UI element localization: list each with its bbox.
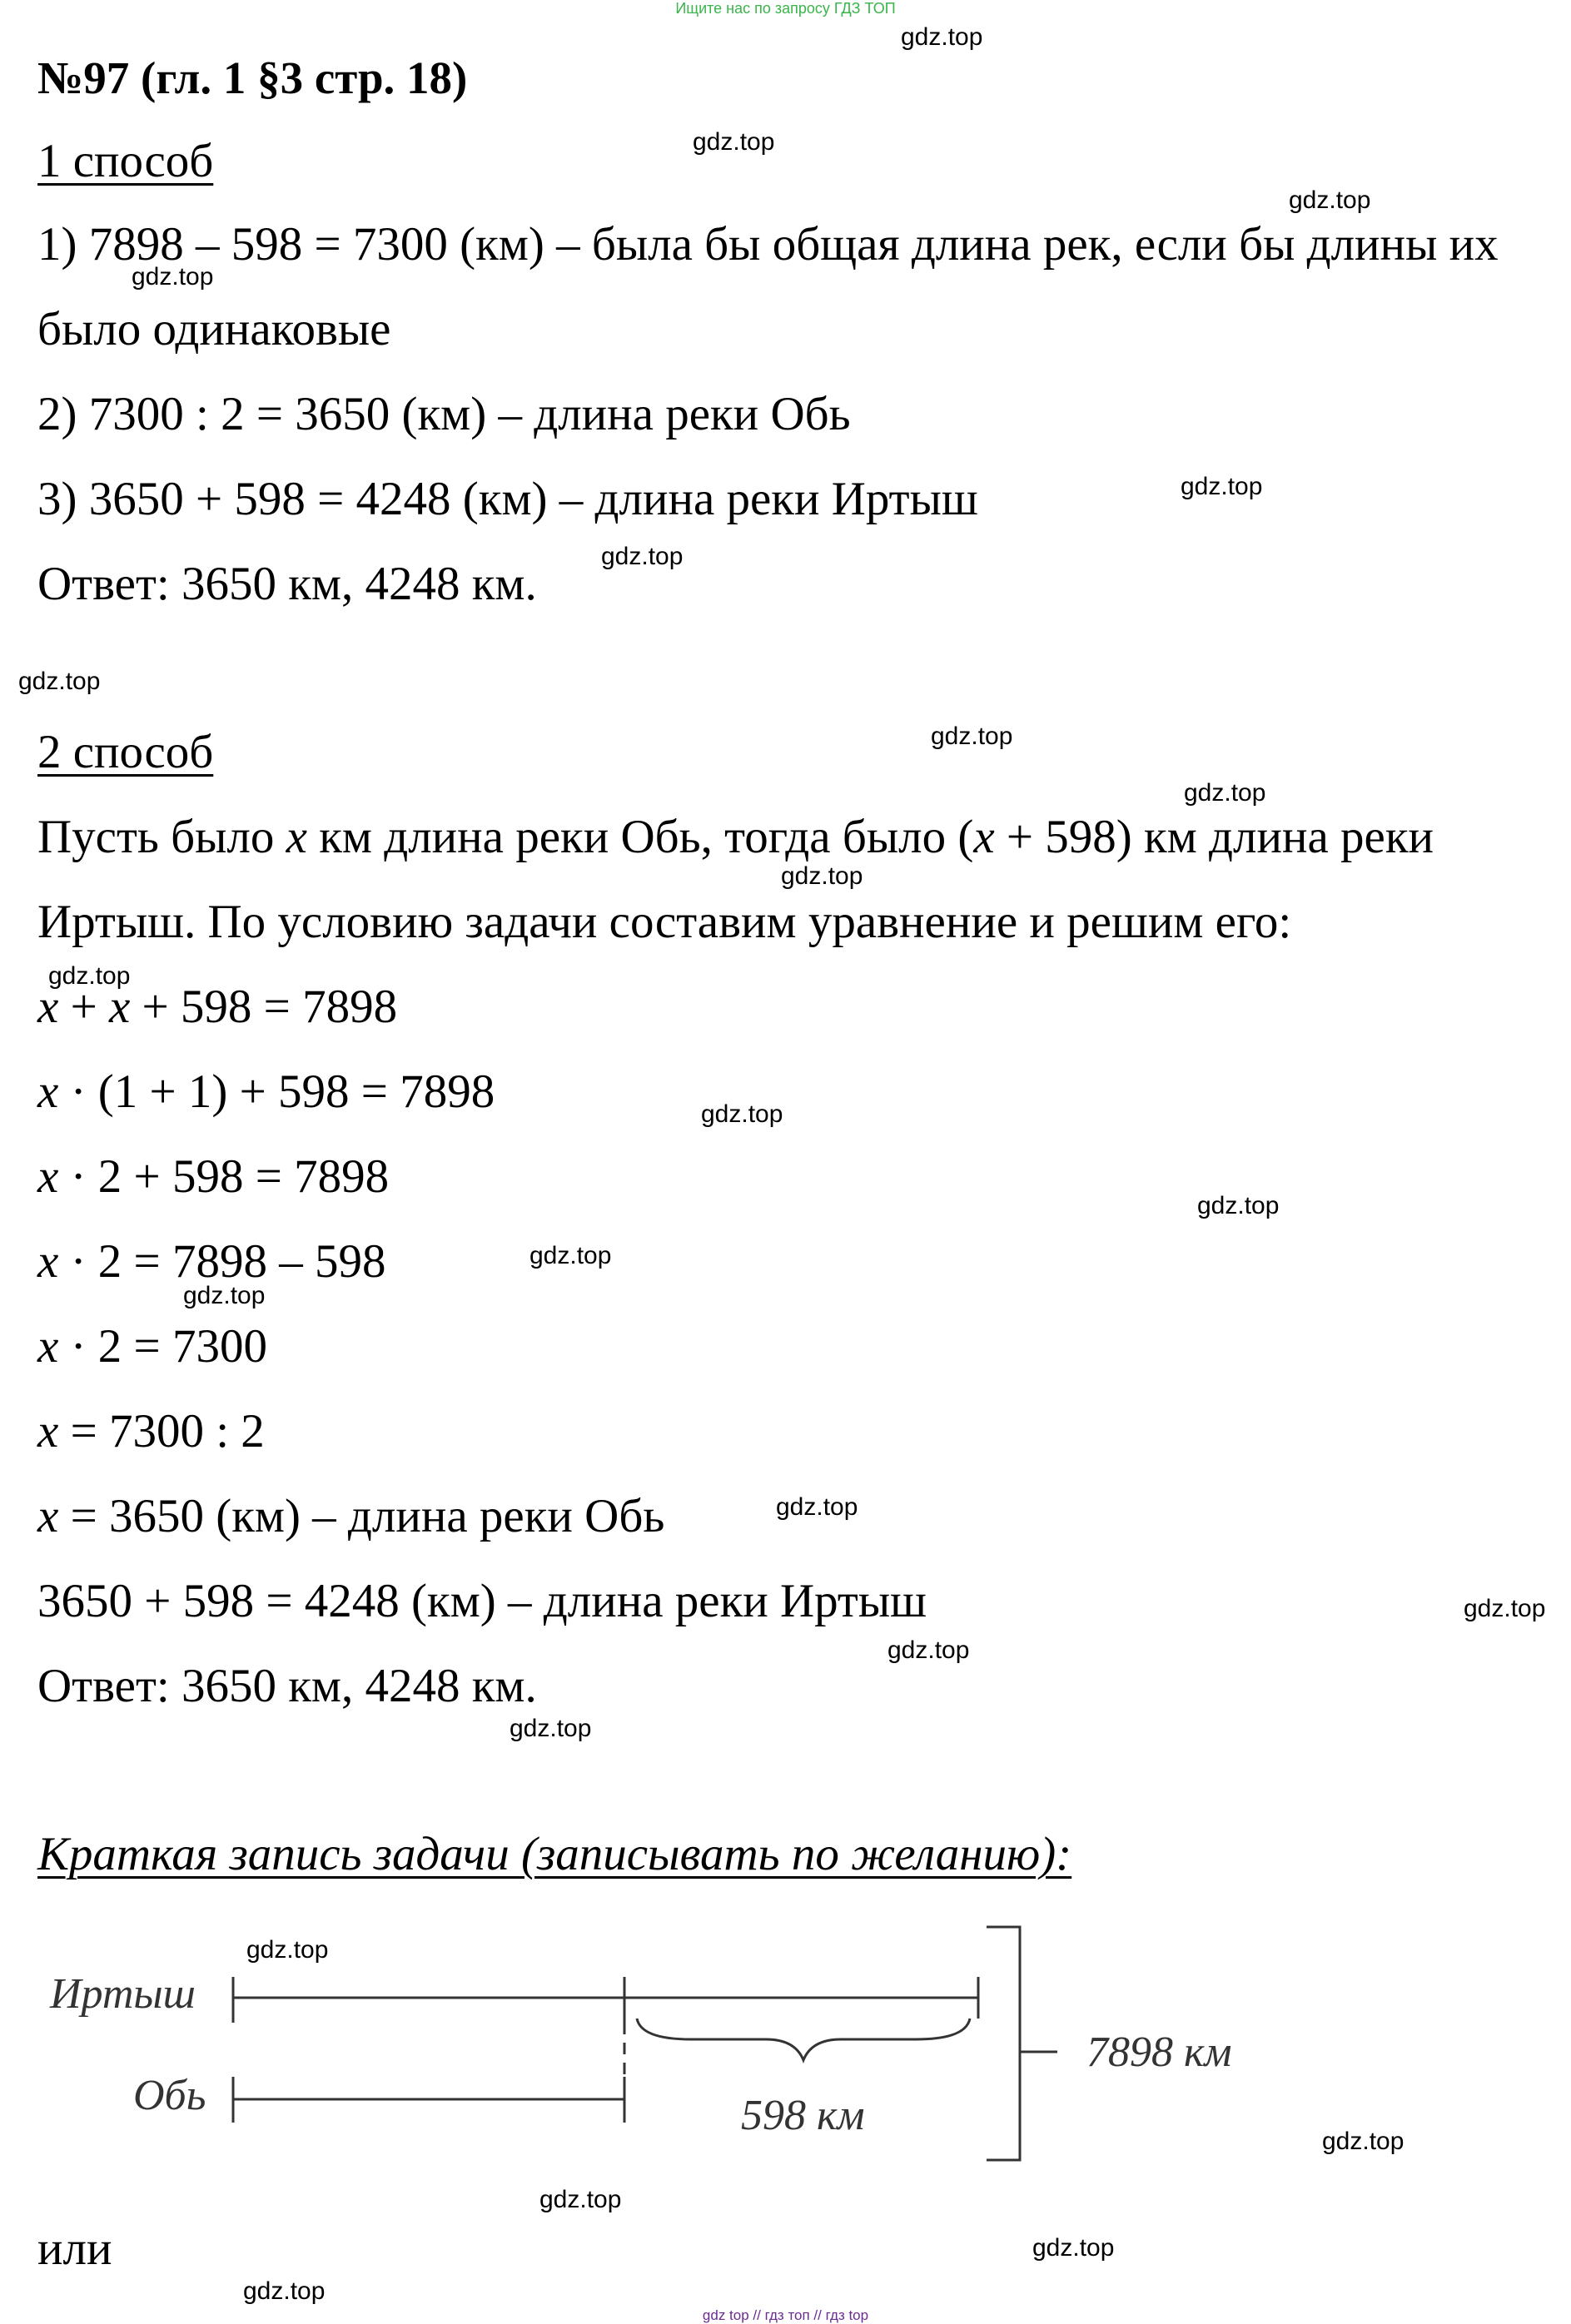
watermark: gdz.top [183, 1282, 266, 1309]
watermark: gdz.top [776, 1493, 858, 1521]
total-bracket [987, 1927, 1020, 2160]
watermark: gdz.top [1464, 1595, 1546, 1622]
equation-2: x · (1 + 1) + 598 = 7898 [37, 1065, 495, 1118]
equation-7: x = 3650 (км) – длина реки Обь [37, 1490, 665, 1542]
top-banner: Ищите нас по запросу ГДЗ ТОП [675, 0, 896, 17]
watermark: gdz.top [1289, 186, 1371, 214]
label-difference: 598 км [741, 2092, 865, 2139]
bottom-banner: gdz top // гдз топ // гдз top [702, 2307, 869, 2323]
watermark: gdz.top [601, 543, 684, 570]
watermark: gdz.top [510, 1715, 592, 1742]
method1-heading: 1 способ [37, 135, 214, 187]
watermark: gdz.top [693, 128, 775, 156]
equation-8: 3650 + 598 = 4248 (км) – длина реки Иртыш [37, 1575, 927, 1627]
method1-step1-line1: 1) 7898 – 598 = 7300 (км) – была бы общая длина рек, если бы длины их [37, 218, 1499, 271]
label-irtysh: Иртыш [50, 1970, 196, 2018]
watermark: gdz.top [781, 862, 863, 890]
short-note-title: Краткая запись задачи (записывать по желанию): [37, 1828, 1072, 1880]
watermark: gdz.top [1184, 779, 1266, 807]
watermark: gdz.top [901, 23, 983, 51]
watermark: gdz.top [48, 962, 131, 990]
watermark: gdz.top [1322, 2128, 1404, 2155]
watermark: gdz.top [931, 723, 1013, 750]
method1-answer: Ответ: 3650 км, 4248 км. [37, 558, 537, 610]
equation-1: x + x + 598 = 7898 [37, 981, 398, 1033]
method1-step3: 3) 3650 + 598 = 4248 (км) – длина реки Иртыш [37, 473, 978, 525]
method2-heading: 2 способ [37, 726, 214, 778]
watermark: gdz.top [132, 263, 214, 290]
difference-brace [637, 2019, 970, 2060]
watermark: gdz.top [1181, 473, 1263, 500]
watermark: gdz.top [539, 2186, 622, 2213]
method2-answer: Ответ: 3650 км, 4248 км. [37, 1660, 537, 1712]
label-total: 7898 км [1086, 2029, 1232, 2076]
or-text: или [37, 2222, 112, 2275]
watermark: gdz.top [529, 1242, 612, 1269]
equation-6: x = 7300 : 2 [37, 1405, 265, 1457]
watermark: gdz.top [1197, 1192, 1280, 1219]
equation-4: x · 2 = 7898 – 598 [37, 1235, 386, 1288]
method2-intro-line1: Пусть было x км длина реки Обь, тогда было (x + 598) км длина реки [37, 811, 1434, 863]
watermark: gdz.top [701, 1100, 783, 1128]
watermark: gdz.top [1032, 2234, 1115, 2262]
method2-intro-line2: Иртыш. По условию задачи составим уравнение и решим его: [37, 896, 1292, 948]
watermark: gdz.top [246, 1936, 329, 1964]
watermark: gdz.top [243, 2277, 326, 2305]
equation-5: x · 2 = 7300 [37, 1320, 267, 1373]
method1-step1-line2: было одинаковые [37, 303, 391, 355]
watermark: gdz.top [887, 1636, 970, 1664]
equation-3: x · 2 + 598 = 7898 [37, 1150, 390, 1203]
label-ob: Обь [133, 2072, 206, 2119]
method1-step2: 2) 7300 : 2 = 3650 (км) – длина реки Обь [37, 388, 851, 440]
page-title: №97 (гл. 1 §3 стр. 18) [37, 52, 468, 103]
watermark: gdz.top [18, 668, 101, 695]
